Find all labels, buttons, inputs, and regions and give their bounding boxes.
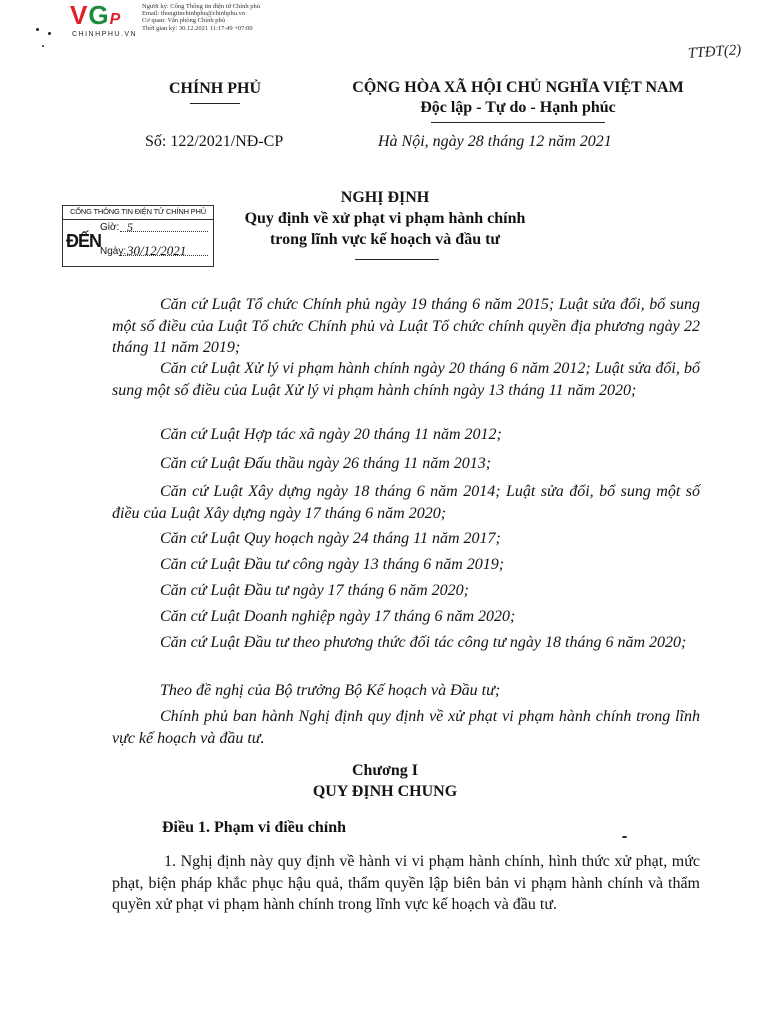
issuer-underline: [190, 103, 240, 104]
preamble-paragraph: Căn cứ Luật Đầu tư theo phương thức đối tác công tư ngày 18 tháng 6 năm 2020;: [160, 634, 687, 651]
scan-speck: [42, 45, 44, 47]
article-heading: Điều 1. Phạm vi điều chỉnh: [162, 819, 347, 836]
place-date: Hà Nội, ngày 28 tháng 12 năm 2021: [378, 133, 612, 150]
scan-speck: [48, 32, 51, 35]
scan-speck: [36, 28, 39, 31]
received-stamp-date-value: 30/12/2021: [127, 243, 187, 258]
document-number: Số: 122/2021/NĐ-CP: [145, 133, 284, 150]
signer-line: Người ký: Cổng Thông tin điện tử Chính phủ: [142, 3, 260, 10]
national-motto: Độc lập - Tự do - Hạnh phúc: [420, 99, 616, 116]
sign-time-line: Thời gian ký: 30.12.2021 11:17:49 +07:00: [142, 24, 253, 32]
preamble-paragraph: Chính phủ ban hành Nghị định quy định về xử phạt vi phạm hành chính trong lĩnh vực kế hoạch và đầu tư.: [112, 708, 700, 747]
received-stamp: [62, 205, 214, 267]
received-stamp-den: ĐẾN: [66, 231, 102, 251]
chapter-title: QUY ĐỊNH CHUNG: [312, 783, 458, 800]
vgp-logo: VGP: [70, 0, 122, 30]
preamble-paragraph: Theo đề nghị của Bộ trưởng Bộ Kế hoạch và Đầu tư;: [160, 682, 501, 699]
preamble-paragraph: Căn cứ Luật Đấu thầu ngày 26 tháng 11 năm 2013;: [160, 455, 492, 472]
preamble-paragraph: Căn cứ Luật Doanh nghiệp ngày 17 tháng 6 năm 2020;: [160, 608, 516, 625]
received-stamp-hour-value: 5: [127, 220, 133, 234]
preamble-paragraph: Căn cứ Luật Xây dựng ngày 18 tháng 6 năm 2014; Luật sửa đổi, bổ sung một số điều của Luật Xây dựng ngày 17 tháng 6 năm 2020;: [112, 483, 700, 522]
preamble-paragraph: Căn cứ Luật Đầu tư công ngày 13 tháng 6 năm 2019;: [160, 556, 505, 573]
national-title: CỘNG HÒA XÃ HỘI CHỦ NGHĨA VIỆT NAM: [352, 79, 684, 96]
preamble-paragraph: Căn cứ Luật Tổ chức Chính phủ ngày 19 tháng 6 năm 2015; Luật sửa đổi, bổ sung một số điều của Luật Tổ chức Chính phủ và Luật Tổ chức chính quyền địa phương ngày 22 tháng 11 năm 2019;: [112, 296, 700, 356]
stamp-dotted-line: [120, 231, 208, 232]
chapter-number: Chương I: [351, 762, 419, 779]
received-stamp-hour-label: Giờ:: [100, 222, 120, 233]
preamble-paragraph: Căn cứ Luật Hợp tác xã ngày 20 tháng 11 năm 2012;: [160, 426, 502, 443]
received-stamp-header: CỔNG THÔNG TIN ĐIỆN TỬ CHÍNH PHỦ: [70, 207, 206, 216]
received-stamp-date-label: Ngày:: [100, 246, 127, 257]
document-title-line1: Quy định về xử phạt vi phạm hành chính: [244, 210, 526, 227]
article-clause: 1. Nghị định này quy định về hành vi vi phạm hành chính, hình thức xử phạt, mức phạt, biện pháp khắc phục hậu quả, thẩm quyền lập biên bản vi phạm hành chính và thẩm quyền xử phạt vi phạm hành chính trong lĩnh vực kế hoạch và đầu tư.: [112, 853, 700, 913]
preamble-paragraph: Căn cứ Luật Xử lý vi phạm hành chính ngày 20 tháng 6 năm 2012; Luật sửa đổi, bổ sung một số điều của Luật Xử lý vi phạm hành chính ngày 13 tháng 11 năm 2020;: [112, 360, 700, 399]
vgp-logo-subtitle: CHINHPHU.VN: [72, 31, 138, 38]
preamble-paragraph: Căn cứ Luật Quy hoạch ngày 24 tháng 11 năm 2017;: [160, 530, 501, 547]
digital-signature-info: [142, 3, 260, 32]
issuer-name: CHÍNH PHỦ: [169, 80, 261, 97]
scan-speck: [622, 836, 627, 838]
document-title-line2: trong lĩnh vực kế hoạch và đầu tư: [269, 231, 501, 248]
stamp-divider: [63, 219, 213, 220]
email-line: Email: thongtinchinhphu@chinhphu.vn: [142, 10, 246, 18]
stamp-dotted-line: [120, 255, 208, 256]
agency-line: Cơ quan: Văn phòng Chính phủ: [142, 17, 225, 25]
title-underline: [355, 259, 439, 260]
handwritten-mark: TTĐT(2): [687, 42, 742, 62]
motto-underline: [431, 122, 605, 123]
document-type: NGHỊ ĐỊNH: [340, 189, 430, 206]
preamble-paragraph: Căn cứ Luật Đầu tư ngày 17 tháng 6 năm 2020;: [160, 582, 469, 599]
